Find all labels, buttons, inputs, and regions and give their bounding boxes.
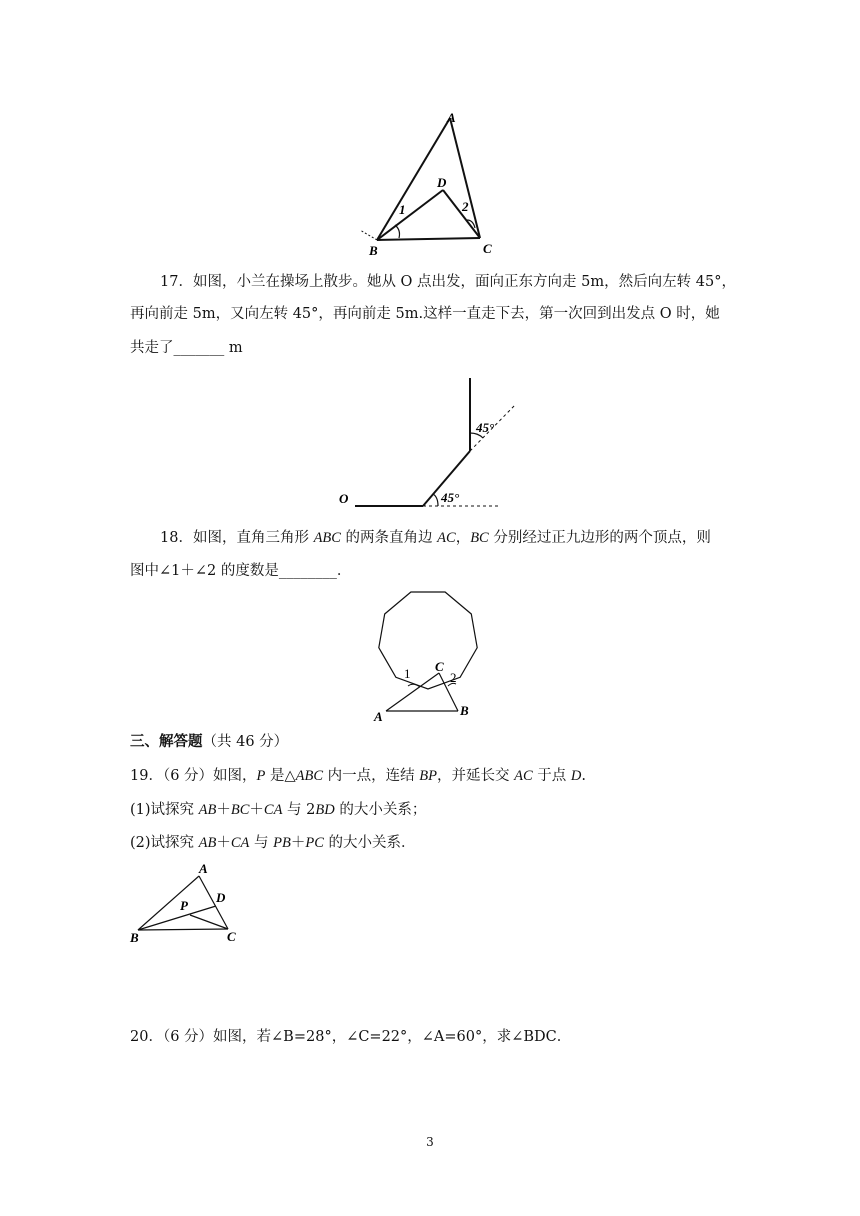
fig4-label-b: B bbox=[130, 930, 139, 945]
fig4-label-d: D bbox=[216, 890, 226, 905]
q19-line-1: 19．（6 分）如图，P 是△ABC 内一点，连结 BP，并延长交 AC 于点 D. bbox=[130, 768, 586, 784]
q18-line-1: 18．如图，直角三角形 ABC 的两条直角边 AC，BC 分别经过正九边形的两个顶点，则 bbox=[160, 530, 711, 546]
fig3-label-b: B bbox=[460, 703, 469, 718]
fig3-label-2: 2 bbox=[450, 670, 457, 685]
q18-line-2: 图中∠1＋∠2 的度数是________． bbox=[130, 563, 352, 579]
q17-line-1: 17．如图，小兰在操场上散步。她从 O 点出发，面向正东方向走 5m，然后向左转 45°， bbox=[160, 274, 736, 290]
fig4-label-p: P bbox=[180, 898, 188, 913]
figure-nonagon bbox=[368, 587, 498, 727]
q19-line-2: (1)试探究 AB＋BC＋CA 与 2BD 的大小关系； bbox=[130, 802, 427, 818]
fig1-label-2: 2 bbox=[462, 199, 469, 214]
fig3-label-1: 1 bbox=[404, 666, 411, 681]
q19-line-3: (2)试探究 AB＋CA 与 PB＋PC 的大小关系． bbox=[130, 835, 416, 851]
fig3-label-a: A bbox=[374, 709, 383, 724]
section-heading: 三、解答题（共 46 分） bbox=[130, 733, 289, 750]
fig1-label-a: A bbox=[447, 110, 456, 125]
fig2-label-o: O bbox=[339, 491, 349, 506]
q20-line-1: 20．（6 分）如图，若∠B=28°，∠C=22°，∠A=60°，求∠BDC． bbox=[130, 1029, 572, 1045]
figure-triangle-abd bbox=[355, 110, 515, 260]
fig1-label-d: D bbox=[437, 175, 447, 190]
figure-walking-path bbox=[335, 375, 525, 515]
fig4-label-c: C bbox=[227, 929, 236, 944]
fig2-label-angle-top: 45° bbox=[476, 420, 495, 435]
page-number: 3 bbox=[426, 1135, 434, 1149]
fig4-label-a: A bbox=[199, 861, 208, 876]
q17-line-2: 再向前走 5m，又向左转 45°，再向前走 5m.这样一直走下去，第一次回到出发点 O 时，她 bbox=[130, 306, 720, 322]
fig2-label-angle-bottom: 45° bbox=[441, 490, 460, 505]
fig3-label-c: C bbox=[435, 659, 444, 674]
fig1-label-b: B bbox=[369, 243, 378, 258]
figure-triangle-p bbox=[126, 862, 256, 947]
fig1-label-c: C bbox=[483, 241, 492, 256]
q17-line-3: 共走了_______ m bbox=[130, 340, 243, 356]
fig1-label-1: 1 bbox=[399, 202, 406, 217]
